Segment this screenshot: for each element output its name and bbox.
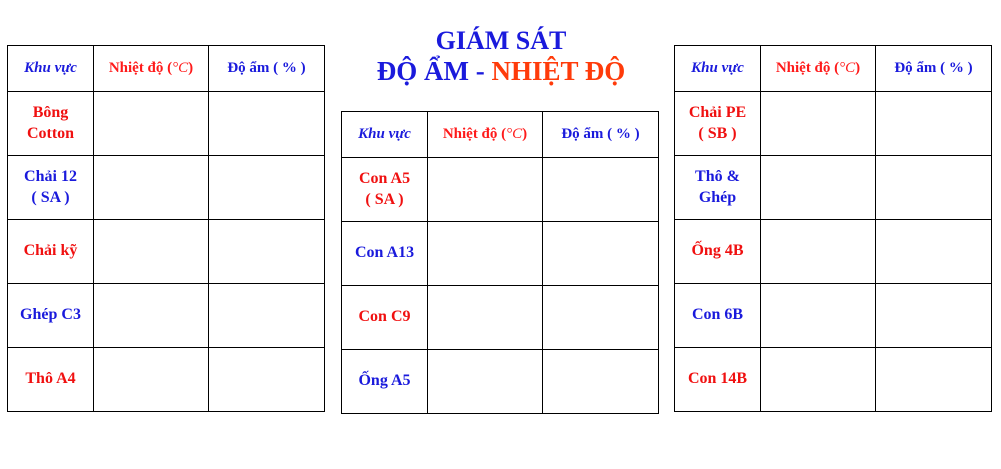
title-humidity: ĐỘ ẨM -	[376, 55, 492, 86]
humidity-cell[interactable]	[876, 284, 992, 348]
table-header-row	[342, 112, 659, 158]
table-header-row	[8, 46, 325, 92]
area-cell	[675, 92, 761, 156]
header-temperature-unit: °C	[839, 59, 856, 76]
area-name: Ống 4B	[691, 242, 744, 260]
humidity-cell[interactable]	[209, 220, 325, 284]
area-name: Thô A4	[25, 370, 76, 388]
area-name: Ống A5	[358, 372, 411, 390]
table-row	[8, 284, 325, 348]
header-humidity: Độ ẩm ( % )	[209, 46, 325, 92]
humidity-cell[interactable]	[209, 284, 325, 348]
humidity-cell[interactable]	[209, 92, 325, 156]
temperature-cell[interactable]	[428, 350, 543, 414]
header-temperature-close: )	[855, 59, 861, 76]
monitor-table-middle	[341, 111, 659, 414]
header-area: Khu vực	[675, 46, 761, 92]
header-temperature	[761, 46, 876, 92]
area-name: Bông	[32, 103, 69, 121]
humidity-cell[interactable]	[876, 156, 992, 220]
temperature-cell[interactable]	[94, 220, 209, 284]
table-row	[8, 92, 325, 156]
area-name: Con A5	[358, 169, 411, 187]
area-cell	[342, 222, 428, 286]
temperature-cell[interactable]	[761, 156, 876, 220]
table-row	[8, 348, 325, 412]
header-area: Khu vực	[8, 46, 94, 92]
header-temperature-label: Nhiệt độ (	[108, 59, 173, 76]
header-temperature-close: )	[522, 125, 528, 142]
area-cell	[675, 284, 761, 348]
title-line-2	[340, 56, 662, 87]
temperature-cell[interactable]	[761, 92, 876, 156]
humidity-cell[interactable]	[876, 92, 992, 156]
humidity-cell[interactable]	[876, 348, 992, 412]
humidity-cell[interactable]	[543, 350, 659, 414]
monitor-table-right	[674, 45, 992, 412]
area-cell	[342, 350, 428, 414]
area-name: Con C9	[358, 308, 411, 326]
area-cell	[342, 286, 428, 350]
header-humidity: Độ ẩm ( % )	[876, 46, 992, 92]
area-cell	[8, 220, 94, 284]
page-title	[340, 26, 662, 87]
area-code: Cotton	[26, 124, 75, 142]
area-code: ( SA )	[31, 188, 70, 206]
temperature-cell[interactable]	[94, 284, 209, 348]
table-row	[8, 220, 325, 284]
area-code: ( SA )	[365, 190, 404, 208]
header-temperature-unit: °C	[172, 59, 189, 76]
table-row	[675, 92, 992, 156]
area-name: Chải kỹ	[23, 242, 78, 260]
area-cell	[8, 156, 94, 220]
humidity-cell[interactable]	[543, 286, 659, 350]
temperature-cell[interactable]	[428, 286, 543, 350]
header-humidity: Độ ẩm ( % )	[543, 112, 659, 158]
area-name: Con 14B	[687, 370, 748, 388]
area-cell	[675, 156, 761, 220]
temperature-cell[interactable]	[94, 156, 209, 220]
table-row	[342, 286, 659, 350]
area-name: Ghép C3	[20, 306, 81, 324]
table-row	[675, 348, 992, 412]
area-cell	[8, 348, 94, 412]
table-header-row	[675, 46, 992, 92]
humidity-cell[interactable]	[543, 222, 659, 286]
header-area: Khu vực	[342, 112, 428, 158]
header-temperature-close: )	[188, 59, 194, 76]
humidity-cell[interactable]	[876, 220, 992, 284]
area-name: Chải 12	[24, 167, 77, 185]
table-row	[675, 220, 992, 284]
table-row	[342, 158, 659, 222]
title-temperature: NHIỆT ĐỘ	[491, 55, 626, 86]
temperature-cell[interactable]	[761, 220, 876, 284]
area-cell	[675, 220, 761, 284]
area-code: ( SB )	[698, 124, 737, 142]
temperature-cell[interactable]	[761, 284, 876, 348]
header-temperature-unit: °C	[506, 125, 523, 142]
header-temperature	[428, 112, 543, 158]
temperature-cell[interactable]	[428, 158, 543, 222]
temperature-cell[interactable]	[761, 348, 876, 412]
table-row	[675, 156, 992, 220]
area-cell	[8, 92, 94, 156]
area-cell	[675, 348, 761, 412]
table-row	[675, 284, 992, 348]
temperature-cell[interactable]	[94, 92, 209, 156]
area-code: Ghép	[698, 188, 737, 206]
header-temperature	[94, 46, 209, 92]
area-name: Con 6B	[691, 306, 744, 324]
area-name: Chải PE	[688, 103, 747, 121]
area-name: Con A13	[354, 244, 415, 262]
humidity-cell[interactable]	[209, 348, 325, 412]
table-row	[342, 350, 659, 414]
area-cell	[8, 284, 94, 348]
header-temperature-label: Nhiệt độ (	[775, 59, 840, 76]
area-name: Thô &	[695, 167, 740, 185]
area-cell	[342, 158, 428, 222]
title-line-1: GIÁM SÁT	[435, 26, 567, 55]
header-temperature-label: Nhiệt độ (	[442, 125, 507, 142]
humidity-cell[interactable]	[209, 156, 325, 220]
humidity-cell[interactable]	[543, 158, 659, 222]
temperature-cell[interactable]	[94, 348, 209, 412]
monitor-table-left	[7, 45, 325, 412]
table-row	[8, 156, 325, 220]
temperature-cell[interactable]	[428, 222, 543, 286]
table-row	[342, 222, 659, 286]
